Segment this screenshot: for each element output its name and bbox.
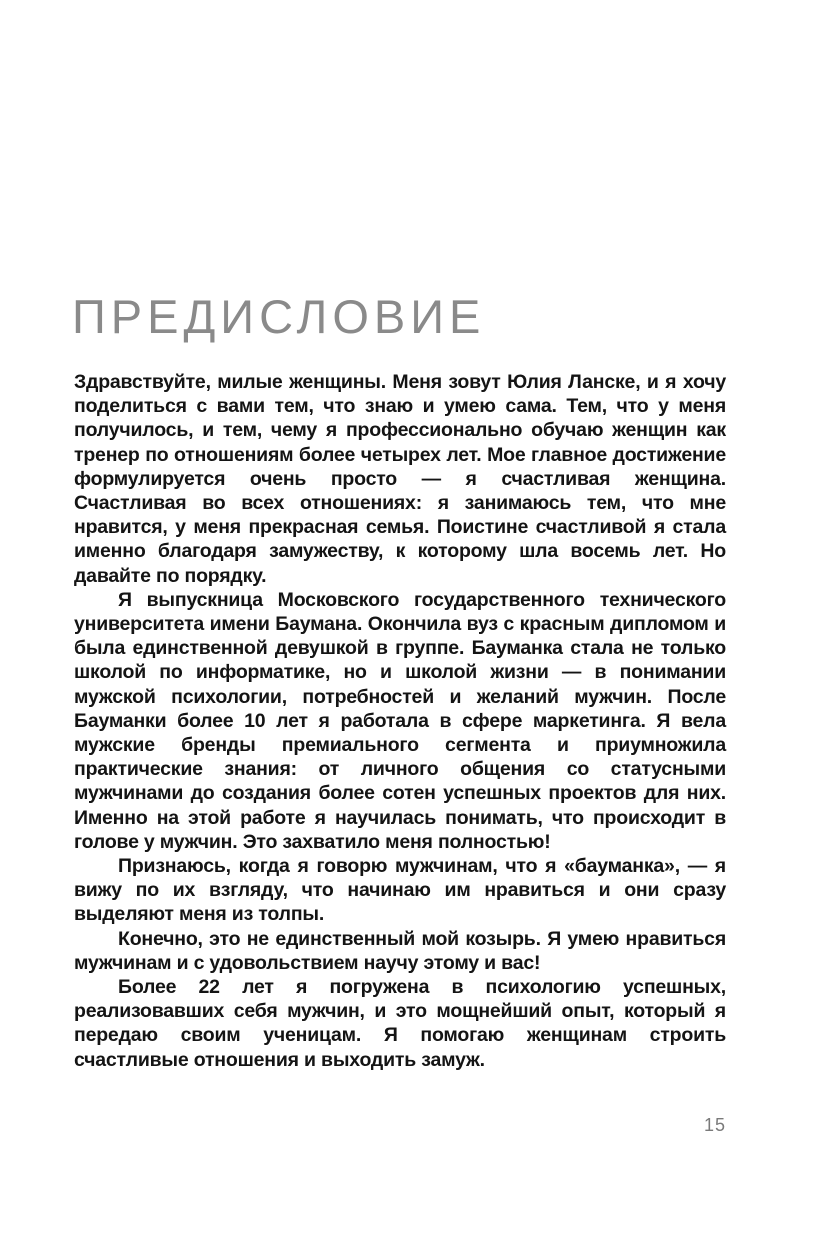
paragraph-4: Конечно, это не единственный мой козырь. Я умею нравиться мужчинам и с удовольствием научу этому и вас! — [74, 927, 726, 974]
body-text — [74, 370, 726, 1072]
paragraph-1: Здравствуйте, милые женщины. Меня зовут Юлия Ланске, и я хочу поделиться с вами тем, что знаю и умею сама. Тем, что у меня получилось, и тем, чему я профессионально обучаю женщин как тренер по отношениям более четырех лет. Мое главное достижение формулируется очень просто — я счастливая женщина. Счастливая во всех отношениях: я занимаюсь тем, что мне нравится, у меня прекрасная семья. Поистине счастливой я стала именно благодаря замужеству, к которому шла восемь лет. Но давайте по порядку. — [74, 371, 726, 587]
paragraph-3: Признаюсь, когда я говорю мужчинам, что я «бауманка», — я вижу по их взгляду, что начинаю им нравиться и они сразу выделяют меня из толпы. — [74, 855, 726, 926]
page-number: 15 — [703, 1115, 726, 1135]
paragraph-5: Более 22 лет я погружена в психологию успешных, реализовавших себя мужчин, и это мощнейший опыт, который я передаю своим ученицам. Я помогаю женщинам строить счастливые отношения и выходить замуж. — [74, 976, 726, 1071]
chapter-title: ПРЕДИСЛОВИЕ — [72, 290, 486, 343]
paragraph-2: Я выпускница Московского государственного технического университета имени Баумана. Окончила вуз с красным дипломом и была единственной девушкой в группе. Бауманка стала не только школой по информатике, но и школой жизни — в понимании мужской психологии, потребностей и желаний мужчин. После Бауманки более 10 лет я работала в сфере маркетинга. Я вела мужские бренды премиального сегмента и приумножила практические знания: от личного общения со статусными мужчинами до создания более сотен успешных проектов для них. Именно на этой работе я научилась понимать, что происходит в голове у мужчин. Это захватило меня полностью! — [74, 588, 726, 853]
